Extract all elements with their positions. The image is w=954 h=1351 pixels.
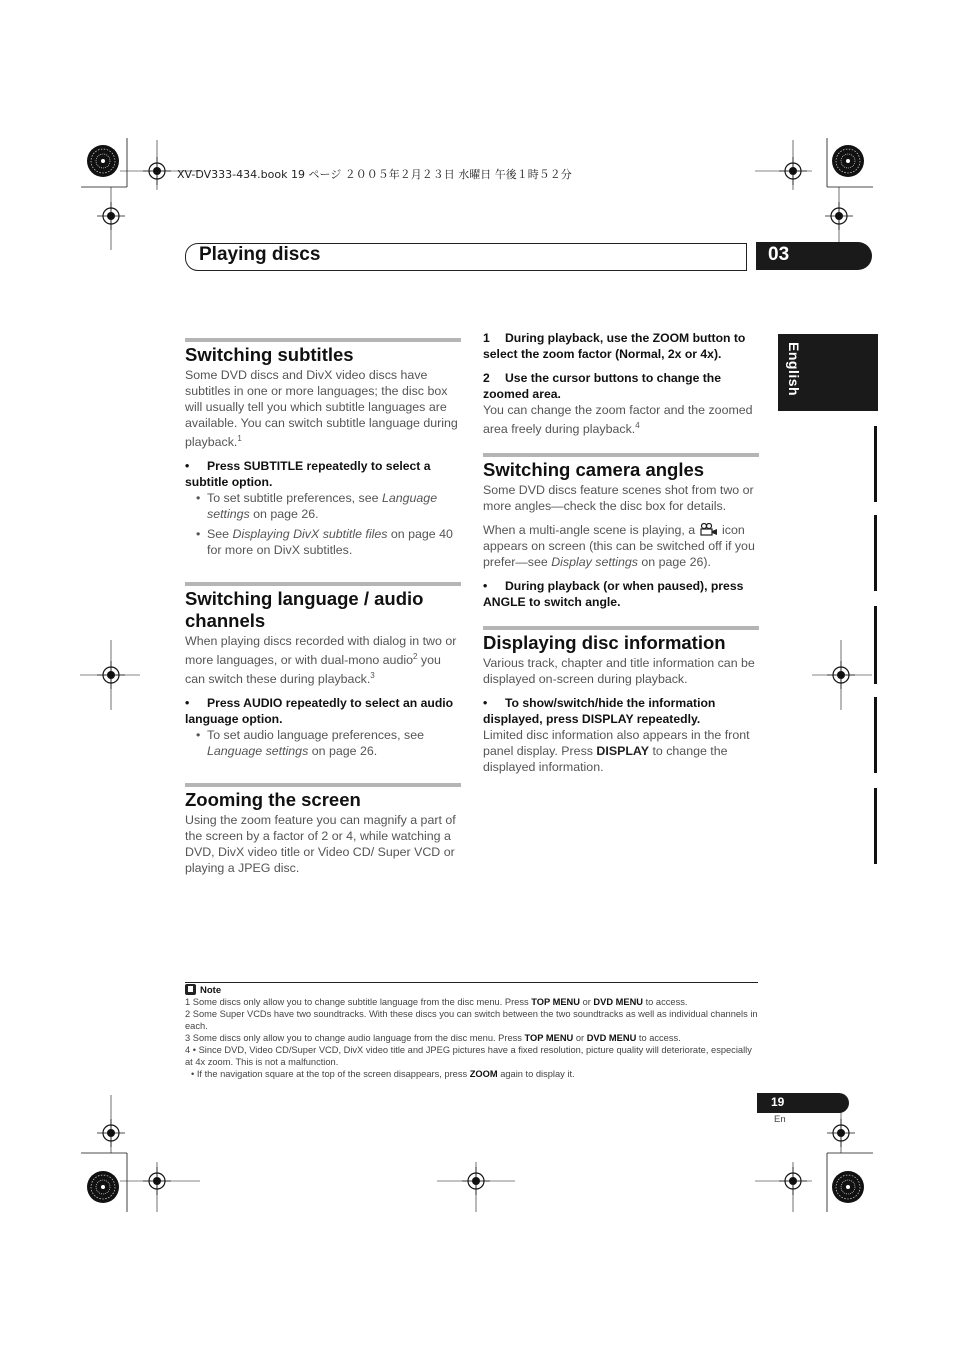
section-heading: Displaying disc information xyxy=(483,632,726,654)
footnote-4b: • If the navigation square at the top of the screen disappears, press ZOOM again to display it. xyxy=(191,1069,575,1079)
page-number-badge xyxy=(757,1093,849,1113)
notes-heading: Note xyxy=(185,984,221,996)
body-text: When playing discs recorded with dialog in two or more languages, or with dual-mono audio$^2$ you can switch these during playback.$^3$ xyxy=(185,634,457,687)
camera-angle-icon xyxy=(699,523,719,536)
language-tab-label: English xyxy=(786,342,802,397)
registration-mark-icon xyxy=(87,1171,119,1203)
page-language: En xyxy=(774,1114,786,1125)
section-rule xyxy=(483,453,759,457)
chapter-number: 03 xyxy=(768,244,790,265)
instruction-bullet: • During playback (or when paused), press ANGLE to switch angle. xyxy=(483,579,744,610)
edge-marker xyxy=(874,788,877,864)
footnote-3: 3 Some discs only allow you to change audio language from the disc menu. Press TOP MENU or DVD MENU to access. xyxy=(185,1033,681,1043)
body-text: When a multi-angle scene is playing, a icon appears on screen (this can be switched off if you prefer—see Display settings on page 26). xyxy=(483,523,755,570)
body-text: Limited disc information also appears in the front panel display. Press DISPLAY to change the displayed information. xyxy=(483,728,750,775)
body-text: Some DVD discs and DivX video discs have subtitles in one or more languages; the disc box will usually tell you which subtitle languages are available. You can switch subtitle language during playback.$^1$ xyxy=(185,368,458,450)
note-icon xyxy=(185,984,196,995)
instruction-bullet: • To show/switch/hide the information displayed, press DISPLAY repeatedly. xyxy=(483,696,716,727)
edge-marker xyxy=(874,426,877,502)
language-tab xyxy=(778,334,878,411)
step-1: 1 During playback, use the ZOOM button to select the zoom factor (Normal, 2x or 4x). xyxy=(483,331,746,361)
left-column xyxy=(185,338,461,876)
footnotes xyxy=(185,996,758,1080)
section-rule xyxy=(185,338,461,342)
footnote-4: 4 • Since DVD, Video CD/Super VCD, DivX video title and JPEG pictures have a fixed resolution, picture quality will deteriorate, especially at 4x zoom. This is not a malfunction. xyxy=(185,1045,752,1067)
sub-bullet: • To set audio language preferences, see Language settings on page 26. xyxy=(196,728,424,759)
registration-mark-icon xyxy=(832,1171,864,1203)
section-heading: Switching camera angles xyxy=(483,459,705,481)
chapter-title: Playing discs xyxy=(199,244,321,265)
instruction-bullet: • Press SUBTITLE repeatedly to select a subtitle option. xyxy=(185,459,431,490)
sub-bullet: • See Displaying DivX subtitle files on page 40 for more on DivX subtitles. xyxy=(196,527,453,558)
registration-mark-icon xyxy=(832,145,864,177)
registration-mark-icon xyxy=(87,145,119,177)
edge-marker xyxy=(874,697,877,773)
body-text: Using the zoom feature you can magnify a part of the screen by a factor of 2 or 4, while watching a DVD, DivX video title or Video CD/ Super VCD or playing a JPEG disc. xyxy=(185,813,456,876)
section-rule xyxy=(185,582,461,586)
section-rule xyxy=(185,783,461,787)
section-heading: Zooming the screen xyxy=(185,789,361,811)
footnote-2: 2 Some Super VCDs have two soundtracks. With these discs you can switch between the two soundtracks as well as individual channels in each. xyxy=(185,1009,758,1031)
section-heading: Switching language / audio channels xyxy=(185,588,424,632)
page-number: 19 xyxy=(771,1095,785,1109)
footnote-1: 1 Some discs only allow you to change subtitle language from the disc menu. Press TOP MENU or DVD MENU to access. xyxy=(185,997,688,1007)
body-text: You can change the zoom factor and the zoomed area freely during playback.$^4$ xyxy=(483,403,753,437)
edge-marker xyxy=(874,606,877,684)
edge-marker xyxy=(874,515,877,591)
body-text: Various track, chapter and title information can be displayed on-screen during playback. xyxy=(483,656,755,687)
print-header: XV-DV333-434.book 19 ページ ２００５年２月２３日 水曜日 午後１時５２分 xyxy=(177,168,572,181)
section-rule xyxy=(483,626,759,630)
instruction-bullet: • Press AUDIO repeatedly to select an audio language option. xyxy=(185,696,454,727)
chapter-number-badge xyxy=(756,242,872,270)
step-2: 2 Use the cursor buttons to change the zoomed area. xyxy=(483,371,722,401)
notes-rule xyxy=(185,982,758,983)
body-text: Some DVD discs feature scenes shot from two or more angles—check the disc box for details. xyxy=(483,483,754,514)
sub-bullet: • To set subtitle preferences, see Language settings on page 26. xyxy=(196,491,438,522)
section-heading: Switching subtitles xyxy=(185,344,354,365)
right-column xyxy=(483,330,759,775)
